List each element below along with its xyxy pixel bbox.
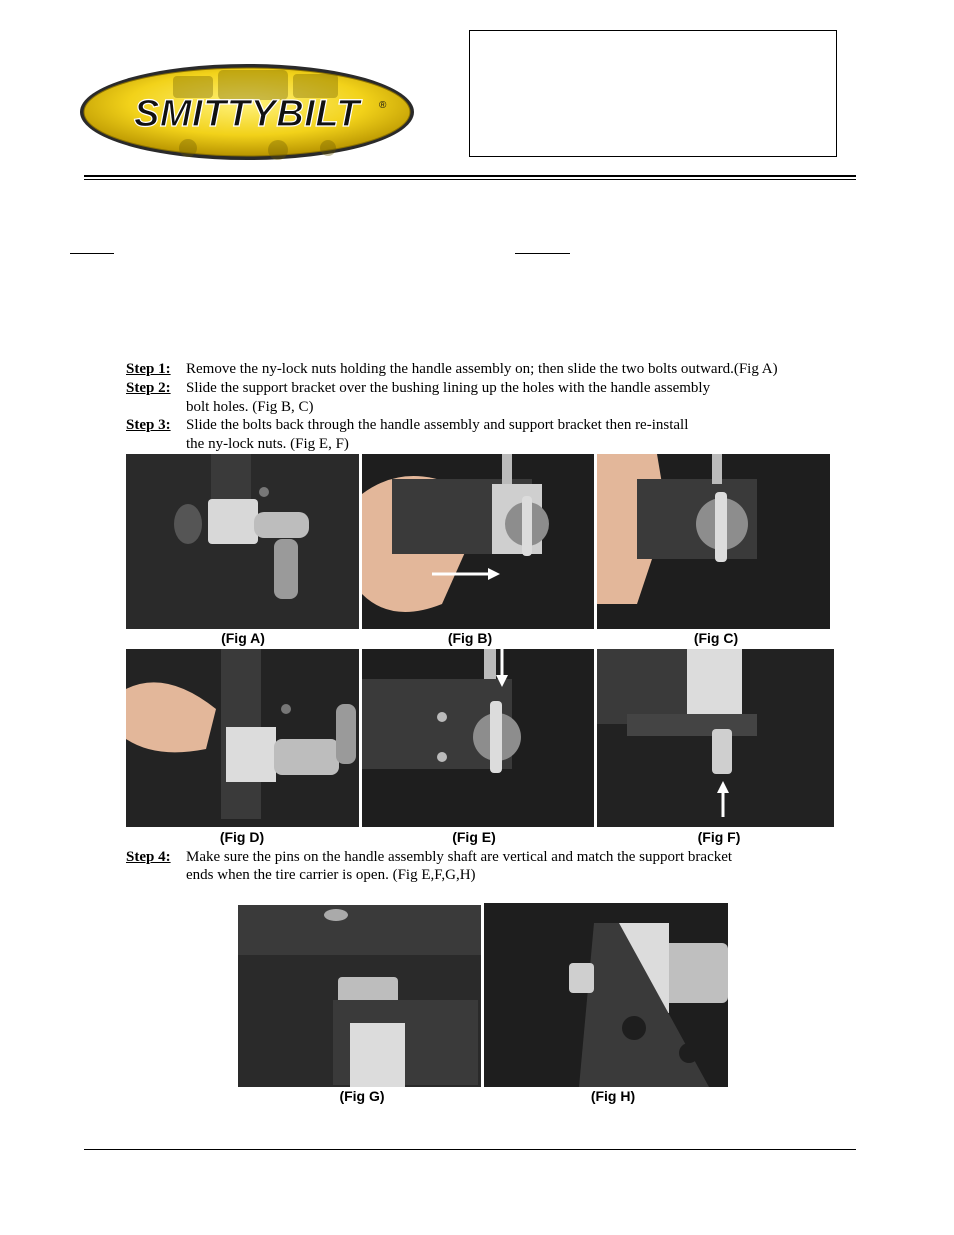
photo-fig-h bbox=[484, 903, 728, 1087]
underline-right bbox=[515, 253, 570, 254]
step-4 bbox=[126, 848, 732, 867]
step-3 bbox=[126, 416, 688, 435]
logo-text: SMITTYBILT bbox=[134, 93, 360, 135]
step-3-continued: the ny-lock nuts. (Fig E, F) bbox=[186, 436, 349, 452]
step-1 bbox=[126, 360, 778, 379]
logo-registered-mark: ® bbox=[379, 100, 387, 111]
caption-fig-b: (Fig B) bbox=[447, 630, 493, 646]
photo-fig-f bbox=[597, 649, 834, 827]
photo-fig-d bbox=[126, 649, 359, 827]
caption-fig-d: (Fig D) bbox=[219, 829, 265, 845]
underline-left bbox=[70, 253, 114, 254]
caption-fig-g: (Fig G) bbox=[339, 1088, 385, 1104]
step-label: Step 1: bbox=[126, 361, 171, 377]
caption-fig-f: (Fig F) bbox=[697, 829, 741, 845]
header-info-box bbox=[469, 30, 837, 157]
smittybilt-logo bbox=[78, 62, 416, 162]
caption-fig-e: (Fig E) bbox=[452, 829, 496, 845]
step-text: Slide the bolts back through the handle assembly and support bracket then re-install bbox=[186, 417, 689, 433]
step-2-continued: bolt holes. (Fig B, C) bbox=[186, 399, 314, 415]
caption-fig-a: (Fig A) bbox=[221, 630, 265, 646]
header-rule-thick bbox=[84, 175, 856, 177]
photo-fig-e bbox=[362, 649, 594, 827]
step-label: Step 2: bbox=[126, 380, 171, 396]
photo-fig-a bbox=[126, 454, 359, 629]
photo-fig-b bbox=[362, 454, 594, 629]
header-rule-thin bbox=[84, 179, 856, 180]
step-text: Remove the ny-lock nuts holding the handle assembly on; then slide the two bolts outward.(Fig A) bbox=[186, 361, 778, 377]
step-2 bbox=[126, 379, 710, 398]
photo-fig-g bbox=[238, 905, 481, 1087]
step-text: Make sure the pins on the handle assembly shaft are vertical and match the support bracket bbox=[186, 849, 733, 865]
caption-fig-c: (Fig C) bbox=[693, 630, 739, 646]
step-label: Step 4: bbox=[126, 849, 171, 865]
footer-rule bbox=[84, 1149, 856, 1150]
step-4-continued: ends when the tire carrier is open. (Fig E,F,G,H) bbox=[186, 867, 476, 883]
caption-fig-h: (Fig H) bbox=[590, 1088, 636, 1104]
step-text: Slide the support bracket over the bushing lining up the holes with the handle assembly bbox=[186, 380, 711, 396]
step-label: Step 3: bbox=[126, 417, 171, 433]
photo-fig-c bbox=[597, 454, 830, 629]
